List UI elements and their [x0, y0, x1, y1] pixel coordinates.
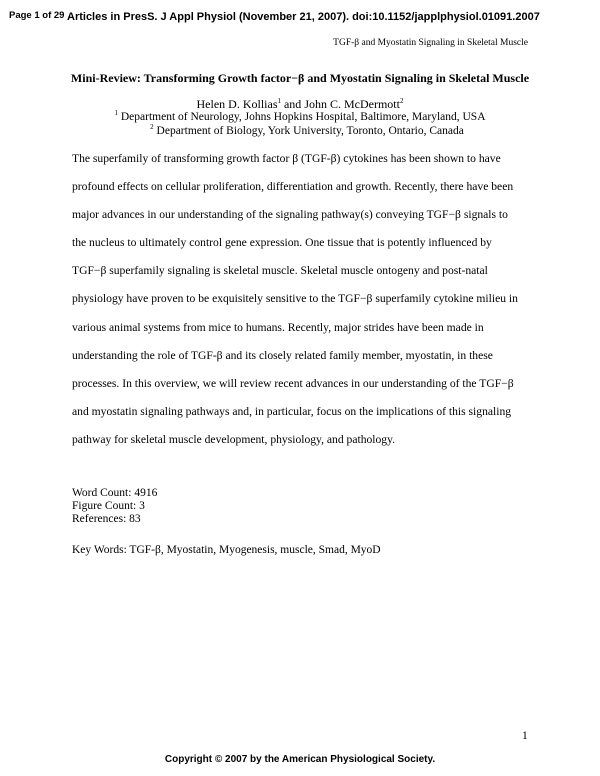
- page-number: 1: [522, 730, 528, 742]
- abstract-line: TGF−β superfamily signaling is skeletal muscle. Skeletal muscle ontogeny and post-natal: [72, 264, 488, 278]
- paper-title: Mini-Review: Transforming Growth factor−β and Myostatin Signaling in Skeletal Muscle: [70, 71, 530, 85]
- author-joiner: and: [280, 97, 305, 111]
- affiliation-mark: 2: [150, 123, 154, 132]
- figure-count: Figure Count: 3: [72, 500, 145, 513]
- abstract-line: various animal systems from mice to humans. Recently, major strides have been made in: [72, 320, 484, 334]
- affiliation-mark: 1: [114, 109, 118, 118]
- abstract-line: profound effects on cellular proliferation, differentiation and growth. Recently, there have been: [72, 180, 514, 194]
- manuscript-counts: [72, 487, 157, 527]
- author-affiliation-mark: 1: [277, 97, 281, 105]
- page-label: Page 1 of 29: [9, 10, 65, 21]
- author-affiliation-mark: 2: [399, 97, 404, 105]
- abstract-line: processes. In this overview, we will review recent advances in our understanding of the TGF−β: [72, 376, 514, 390]
- keywords: Key Words: TGF-β, Myostatin, Myogenesis, muscle, Smad, MyoD: [72, 544, 381, 556]
- affiliation-text: Department of Biology, York University, Toronto, Ontario, Canada: [153, 125, 464, 137]
- word-count: Word Count: 4916: [72, 487, 158, 499]
- article-status-line: Articles in PresS. J Appl Physiol (November 21, 2007). doi:10.1152/japplphysiol.01091.2007: [67, 11, 540, 23]
- copyright-notice: Copyright © 2007 by the American Physiological Society.: [164, 754, 436, 765]
- author-name: Helen D. Kollias: [196, 97, 278, 111]
- abstract-line: physiology have proven to be exquisitely sensitive to the TGF−β superfamily cytokine milieu in: [72, 292, 518, 306]
- author-name: John C. McDermott: [304, 97, 400, 111]
- author-line: [0, 97, 600, 112]
- running-head: TGF-β and Myostatin Signaling in Skeletal Muscle: [333, 38, 528, 48]
- affiliation: [7, 125, 600, 137]
- abstract-line: the nucleus to ultimately control gene expression. One tissue that is potently influenced by: [72, 236, 492, 250]
- affiliation-text: Department of Neurology, Johns Hopkins Hospital, Baltimore, Maryland, USA: [117, 111, 486, 123]
- affiliation: [0, 111, 600, 123]
- abstract-line: and myostatin signaling pathways and, in particular, focus on the implications of this signaling: [72, 404, 512, 418]
- reference-count: References: 83: [72, 513, 141, 526]
- abstract-line: understanding the role of TGF-β and its closely related family member, myostatin, in these: [72, 348, 493, 362]
- abstract-line: major advances in our understanding of the signaling pathway(s) conveying TGF−β signals to: [72, 208, 508, 222]
- abstract: [72, 150, 528, 459]
- abstract-line: pathway for skeletal muscle development, physiology, and pathology.: [72, 432, 396, 446]
- abstract-line: The superfamily of transforming growth factor β (TGF-β) cytokines has been shown to have: [72, 152, 501, 165]
